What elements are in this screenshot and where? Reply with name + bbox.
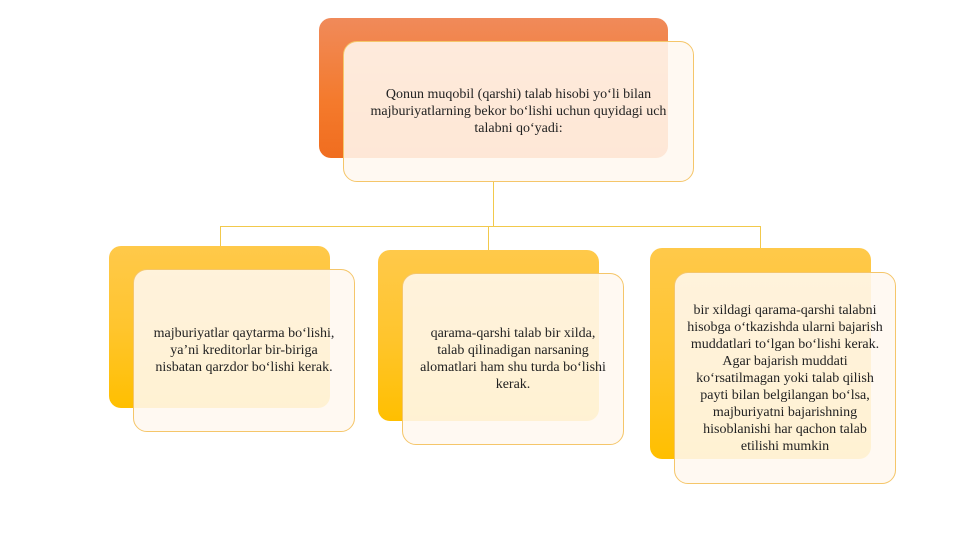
connector-horizontal [220,226,761,227]
connector-drop-center [488,226,489,250]
child-node-1-box [133,269,355,432]
child-node-1-text: majburiyatlar qaytarma bo‘lishi, ya’ni kreditorlar bir-biriga nisbatan qarzdor bo‘lishi kerak. [153,326,335,375]
top-node-box [343,41,694,182]
child-node-3-text: bir xildagi qarama-qarshi talabni hisobga o‘tkazishda ularni bajarish muddatlari to‘lgan bo‘lishi kerak. Agar bajarish muddati ko‘rsatilmagan yoki talab qilish payti bilan belgilangan bo‘lsa, majburiyatni bajarishning hisoblanishi har qachon talab etilishi mumkin [687,302,883,454]
child-node-3-box [674,272,896,484]
top-node-text: Qonun muqobil (qarshi) talab hisobi yo‘li bilan majburiyatlarning bekor bo‘lishi uchun quyidagi uch talabni qo‘yadi: [370,87,667,136]
child-node-2-box [402,273,624,445]
connector-vertical-top [493,181,494,226]
connector-drop-left [220,226,221,246]
connector-drop-right [760,226,761,248]
child-node-2-text: qarama-qarshi talab bir xilda, talab qilinadigan narsaning alomatlari ham shu turda bo‘lishi kerak. [420,326,606,392]
